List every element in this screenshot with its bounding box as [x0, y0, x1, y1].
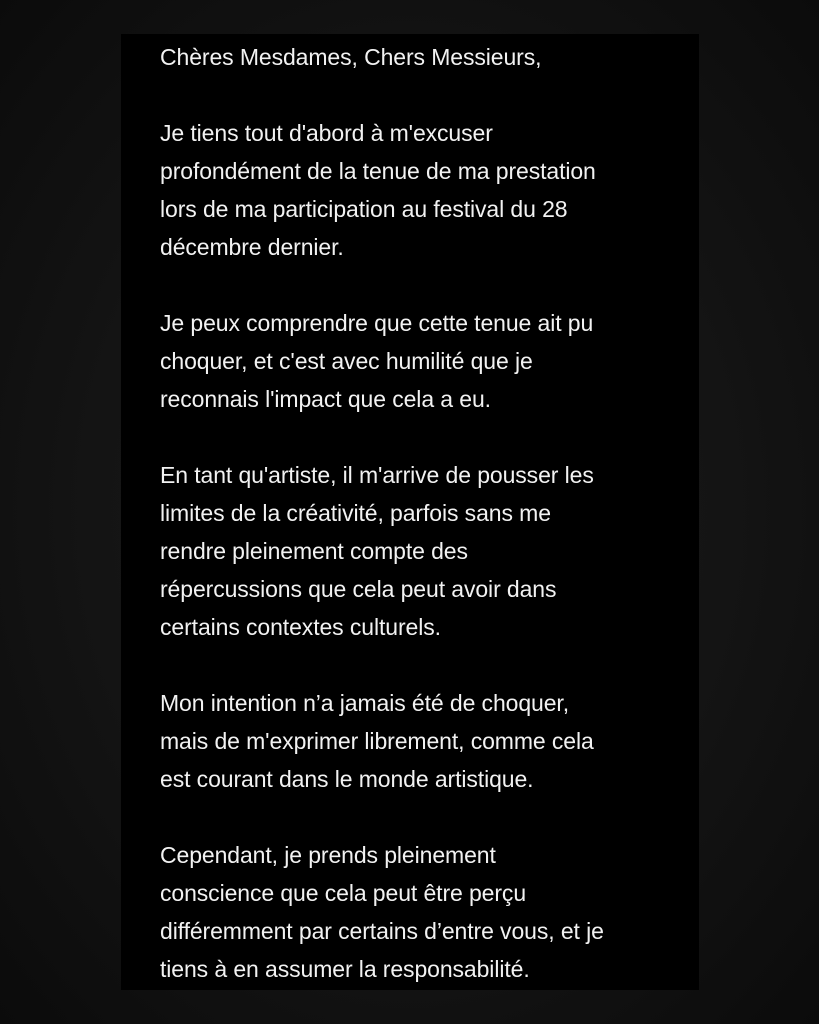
paragraph-apology: [160, 114, 690, 266]
paragraph-spacer: [160, 266, 699, 304]
text-line: Je tiens tout d'abord à m'excuser: [160, 120, 493, 146]
text-line: En tant qu'artiste, il m'arrive de pousser les: [160, 462, 594, 488]
text-line: Cependant, je prends pleinement: [160, 842, 496, 868]
text-line: profondément de la tenue de ma prestation: [160, 158, 596, 184]
text-line: certains contextes culturels.: [160, 614, 441, 640]
paragraph-intention: [160, 684, 690, 798]
text-line: lors de ma participation au festival du 28: [160, 196, 568, 222]
text-line: répercussions que cela peut avoir dans: [160, 576, 557, 602]
text-line: rendre pleinement compte des: [160, 538, 468, 564]
text-line: mais de m'exprimer librement, comme cela: [160, 728, 594, 754]
paragraph-spacer: [160, 418, 699, 456]
text-line: conscience que cela peut être perçu: [160, 880, 527, 906]
text-line: tiens à en assumer la responsabilité.: [160, 956, 530, 982]
text-line: est courant dans le monde artistique.: [160, 766, 534, 792]
paragraph-spacer: [160, 76, 699, 114]
text-line: Mon intention n’a jamais été de choquer,: [160, 690, 569, 716]
salutation: [160, 38, 690, 76]
text-line: Je peux comprendre que cette tenue ait pu: [160, 310, 594, 336]
text-line: choquer, et c'est avec humilité que je: [160, 348, 533, 374]
paragraph-spacer: [160, 646, 699, 684]
salutation-line: Chères Mesdames, Chers Messieurs,: [160, 44, 542, 70]
letter-panel: [121, 34, 699, 990]
text-line: différemment par certains d’entre vous, et je: [160, 918, 604, 944]
paragraph-spacer: [160, 798, 699, 836]
text-line: reconnais l'impact que cela a eu.: [160, 386, 491, 412]
text-line: décembre dernier.: [160, 234, 344, 260]
paragraph-responsibility: [160, 836, 690, 988]
paragraph-understanding: [160, 304, 690, 418]
text-line: limites de la créativité, parfois sans me: [160, 500, 551, 526]
paragraph-artist: [160, 456, 690, 646]
